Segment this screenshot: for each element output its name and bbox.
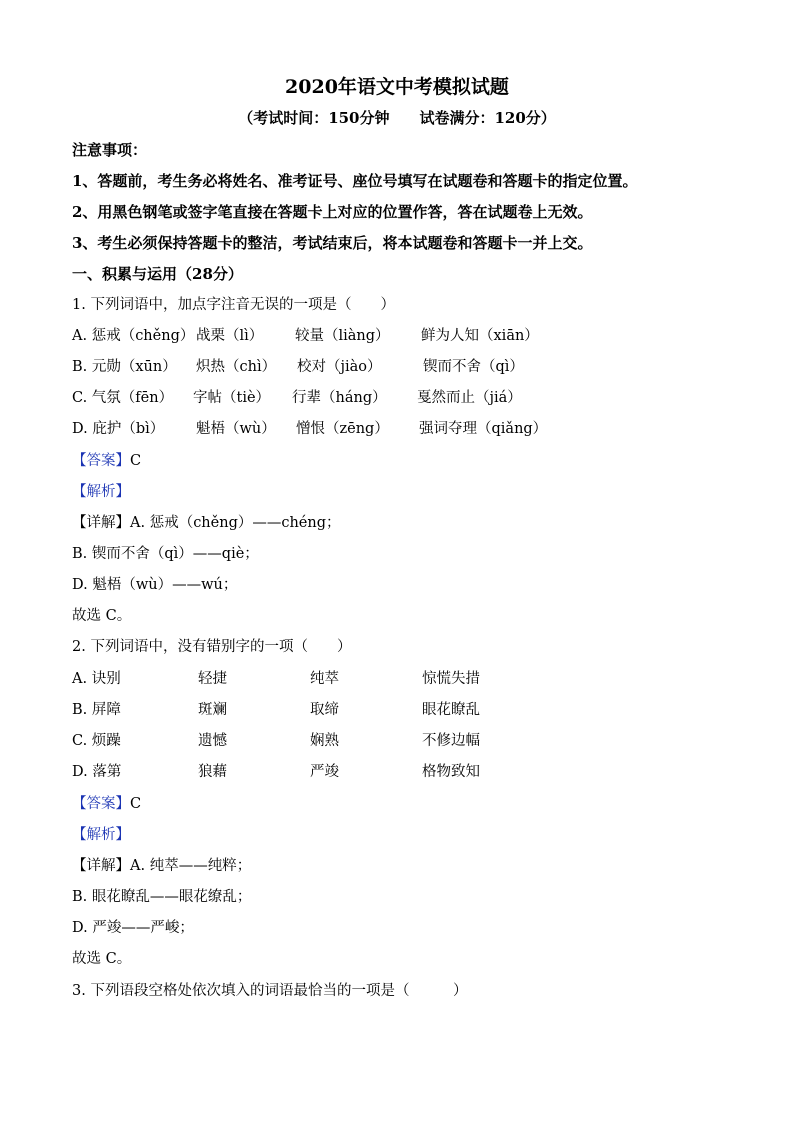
question-2-answer [72, 794, 141, 814]
question-2-option-d [72, 762, 732, 782]
detail-text: A. 惩戒（chěng）——chéng； [130, 515, 341, 531]
option-cell: 轻捷 [198, 671, 227, 687]
question-1-detail-b: B. 锲而不舍（qì）——qiè； [72, 546, 259, 562]
question-2-detail-b: B. 眼花瞭乱——眼花缭乱； [72, 889, 252, 905]
option-cell: B. 元勋（xūn） [72, 359, 177, 375]
answer-value: C [130, 796, 142, 812]
option-cell: 锲而不舍（qì） [423, 359, 524, 375]
option-cell: 强词夺理（qiǎng） [419, 421, 548, 437]
option-cell: 憎恨（zēng） [296, 421, 389, 437]
option-cell: 校对（jiào） [297, 359, 382, 375]
option-cell: C. 烦躁 [72, 733, 121, 749]
option-cell: 严竣 [310, 764, 339, 780]
option-cell: 纯萃 [310, 671, 339, 687]
option-cell: 魁梧（wù） [196, 421, 276, 437]
question-1-option-c [72, 388, 732, 408]
question-1-detail-a [72, 513, 341, 533]
question-2-stem: 2. 下列词语中，没有错别字的一项（ ） [72, 639, 352, 655]
option-cell: 惊慌失措 [422, 671, 480, 687]
option-cell: 眼花瞭乱 [422, 702, 480, 718]
option-cell: 取缔 [310, 702, 339, 718]
option-cell: A. 诀别 [72, 671, 121, 687]
notice-item-3: 3、考生必须保持答题卡的整洁，考试结束后，将本试题卷和答题卡一并上交。 [72, 234, 593, 252]
question-2-analysis [72, 825, 130, 845]
option-cell: D. 落第 [72, 764, 122, 780]
option-cell: 格物致知 [422, 764, 480, 780]
option-cell: 娴熟 [310, 733, 339, 749]
analysis-tag: 【解析】 [72, 484, 130, 500]
option-cell: 战栗（lì） [196, 328, 264, 344]
detail-tag: 【详解】 [72, 858, 130, 874]
notice-item-2: 2、用黑色钢笔或签字笔直接在答题卡上对应的位置作答，答在试题卷上无效。 [72, 203, 593, 221]
option-cell: 行辈（háng） [292, 390, 387, 406]
option-cell: 鲜为人知（xiān） [421, 328, 539, 344]
question-1-answer [72, 451, 141, 471]
answer-value: C [130, 453, 142, 469]
option-cell: 较量（liàng） [295, 328, 390, 344]
question-2-option-a [72, 669, 732, 689]
option-cell: A. 惩戒（chěng） [72, 328, 195, 344]
question-2-detail-d: D. 严竣——严峻； [72, 920, 194, 936]
exam-info: （考试时间：150分钟 试卷满分：120分） [238, 109, 556, 127]
question-1-option-d [72, 419, 732, 439]
notice-item-1: 1、答题前，考生务必将姓名、准考证号、座位号填写在试题卷和答题卡的指定位置。 [72, 172, 638, 190]
question-2-conclusion: 故选 C。 [72, 951, 132, 967]
answer-tag: 【答案】 [72, 453, 130, 469]
option-cell: C. 气氛（fēn） [72, 390, 174, 406]
question-1-option-a [72, 326, 732, 346]
section-heading: 一、积累与运用（28分） [72, 265, 243, 283]
question-2-detail-a [72, 856, 251, 876]
option-cell: B. 屏障 [72, 702, 121, 718]
question-2-option-c [72, 731, 732, 751]
question-2-option-b [72, 700, 732, 720]
notice-heading: 注意事项： [72, 141, 148, 159]
option-cell: 炽热（chì） [196, 359, 277, 375]
detail-text: A. 纯萃——纯粹； [130, 858, 252, 874]
option-cell: 狼藉 [198, 764, 227, 780]
detail-tag: 【详解】 [72, 515, 130, 531]
option-cell: 字帖（tiè） [193, 390, 271, 406]
question-3-stem: 3. 下列语段空格处依次填入的词语最恰当的一项是（ ） [72, 983, 468, 999]
question-1-conclusion: 故选 C。 [72, 608, 132, 624]
option-cell: 戛然而止（jiá） [417, 390, 522, 406]
option-cell: 遗憾 [198, 733, 227, 749]
question-1-stem: 1. 下列词语中，加点字注音无误的一项是（ ） [72, 297, 395, 313]
option-cell: 斑斓 [198, 702, 227, 718]
question-1-detail-d: D. 魁梧（wù）——wú； [72, 577, 238, 593]
option-cell: D. 庇护（bì） [72, 421, 165, 437]
analysis-tag: 【解析】 [72, 827, 130, 843]
answer-tag: 【答案】 [72, 796, 130, 812]
page-title: 2020年语文中考模拟试题 [285, 76, 509, 98]
question-1-option-b [72, 357, 732, 377]
option-cell: 不修边幅 [422, 733, 480, 749]
question-1-analysis [72, 482, 130, 502]
